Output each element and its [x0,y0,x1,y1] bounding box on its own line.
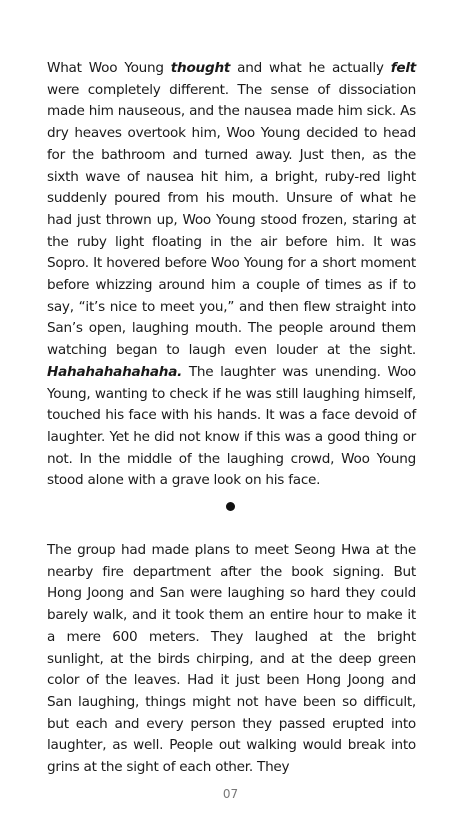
text-segment: What Woo Young [47,60,171,76]
emphasis-thought: thought [170,60,231,76]
page-number: 07 [222,787,239,801]
paragraph-woo-young [47,58,416,492]
emphasis-felt: felt [390,60,416,76]
section-divider-dot [226,502,235,511]
text-segment: and what he actually [230,60,391,76]
text-segment: The laughter was unending. Woo Young, wanting to check if he was still laughing himself, touched his face with his hands. It was a face devoid of laughter. Yet he did not know if this was a good thing or not. In the middle of the laughing crowd, Woo Young stood alone with a grave look on his face. [47,363,416,489]
emphasis-laughter: Hahahahahahaha. [47,363,183,380]
text-segment: were completely different. The sense of dissociation made him nauseous, and the nausea made him sick. As dry heaves overtook him, Woo Young decided to head for the bathroom and turned away. Just then, as the sixth wave of nausea hit him, a bright, ruby-red light suddenly poured from his mouth. Unsure of what he had just thrown up, Woo Young stood frozen, staring at the ruby light floating in the air before him. It was Sopro. It hovered before Woo Young for a short moment before whizzing around him a couple of times as if to say, “it’s nice to meet you,” and then flew straight into San’s open, laughing mouth. The people around them watching began to laugh even louder at the sight. [47,81,416,359]
paragraph-group-plans: The group had made plans to meet Seong Hwa at the nearby fire department after the book signing. But Hong Joong and San were laughing so hard they could barely walk, and it took them an entire hour to make it a mere 600 meters. They laughed at the bright sunlight, at the birds chirping, and at the deep green color of the leaves. Had it just been Hong Joong and San laughing, things might not have been so difficult, but each and every person they passed erupted into laughter, as well. People out walking would break into grins at the sight of each other. They [47,542,416,776]
